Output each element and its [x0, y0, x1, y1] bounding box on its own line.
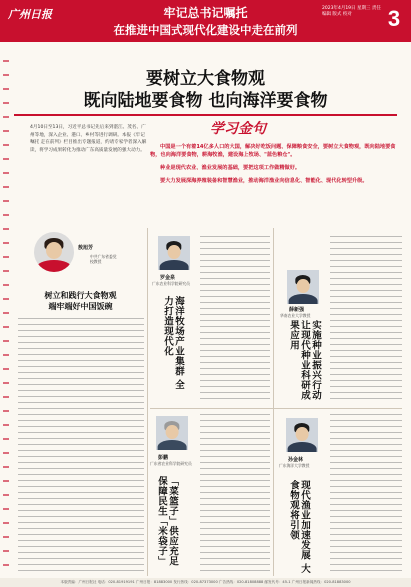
left-article-title-line2: 端牢端好中国饭碗 [48, 301, 113, 311]
commentator-role: 华南农业大学教授 [280, 313, 311, 318]
headline-divider [14, 114, 397, 116]
commentary-body [330, 236, 402, 402]
quote-paragraph-3: 要大力发展深海养殖装备和智慧渔业，推动海洋渔业向信息化、智能化、现代化转型升级。 [160, 178, 368, 184]
commentator-name: 罗金泉 [160, 275, 176, 281]
study-quote-stamp: 学习金句 [210, 121, 266, 137]
left-article-body [18, 318, 144, 574]
intro-text: 4月10日至13日，习近平总书记先后来到湛江、茂名、广州等地，深入企业、港口、乡村等进行调研。本报《牢记嘱托 走在前列》栏目推出专题报道，约请专家学者深入解读，将学习成果转化为推动广东高质量发展的强大动力。 [30, 125, 147, 153]
headline-line2: 既向陆地要食物 也向海洋要食物 [83, 91, 328, 111]
page-footer: 本版责编：广州日报社 电话：020-81919191 广州日报：81883000 发行热线：020-87373000 广告热线：020-81808888 邮发代号：45-1 广州日报新闻热线：020-81883000 [0, 578, 411, 587]
quote-paragraph-2: 种业是现代农业、渔业发展的基础，要把这项工作做精做好。 [160, 165, 301, 171]
commentator-photo [156, 416, 188, 450]
quote-paragraph-1: 中国是一个有着14亿多人口的大国，解决好吃饭问题、保障粮食安全，要树立大食物观，既向陆地要食物，也向海洋要食物，耕海牧渔，建设海上牧场、"蓝色粮仓"。 [150, 144, 396, 158]
commentary-title: 现代渔业加速发展 大食物观将引领 [288, 480, 310, 574]
headline-line1: 要树立大食物观 [146, 69, 265, 89]
author-portrait [34, 232, 74, 272]
author-name: 敖旭芳 [78, 245, 94, 251]
commentary-body [200, 236, 270, 402]
commentator-name: 薛新强 [289, 307, 305, 313]
commentary-body [330, 414, 402, 574]
commentary-title: 实施种业振兴行动 让现代种业科研成果应用 [288, 320, 321, 400]
page-number: 3 [387, 6, 401, 31]
column-divider [147, 228, 148, 576]
commentator-photo [158, 236, 190, 270]
header-title-line1: 牢记总书记嘱托 [163, 6, 248, 20]
row-divider [150, 408, 402, 409]
commentary-title: 海洋牧场产业集群 全力打造现代化 [162, 296, 184, 390]
commentator-role: 广东农业科学院研究员 [152, 281, 190, 286]
header-title-line2: 在推进中国式现代化建设中走在前列 [113, 23, 298, 37]
author-role: 中共广东省委党校教授 [90, 254, 117, 264]
commentator-name: 彭鹏 [158, 455, 169, 461]
commentary-body [200, 414, 270, 574]
header-meta: 2023年4月19日 星期三 责任编辑 版式 校对 [322, 6, 381, 17]
newspaper-logo: 广州日报 [8, 8, 52, 21]
margin-marks [3, 60, 9, 570]
commentator-name: 孙金林 [288, 457, 304, 463]
commentator-photo [286, 418, 318, 452]
commentator-role: 广东省农业科学院研究员 [150, 461, 192, 466]
commentary-title: 「菜篮子」供应充足 保障民生「米袋子」 [156, 476, 178, 566]
commentator-photo [287, 270, 319, 304]
quote-block [150, 143, 402, 190]
commentator-role: 广东海洋大学教授 [279, 463, 310, 468]
left-article-title-line1: 树立和践行大食物观 [44, 290, 117, 300]
column-divider [273, 228, 274, 576]
